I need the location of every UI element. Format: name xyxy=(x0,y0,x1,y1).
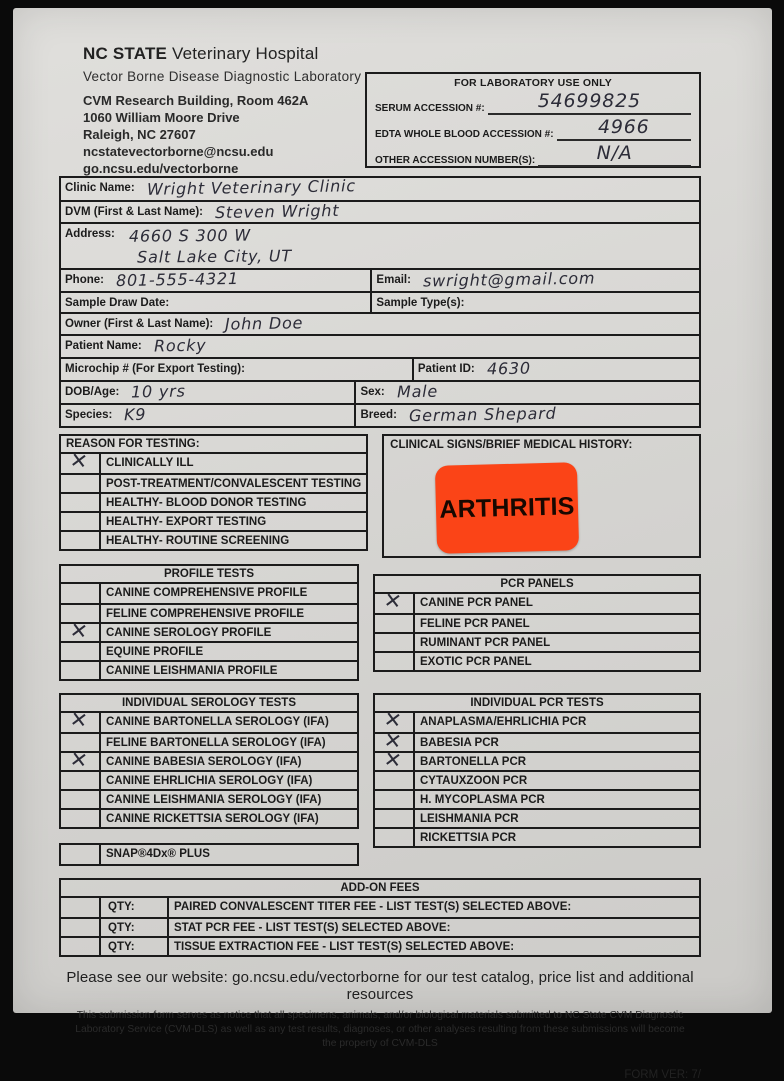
handwritten-x-mark: ✕ xyxy=(68,706,90,734)
website-note: Please see our website: go.ncsu.edu/vectorborne for our test catalog, price list and additional resources xyxy=(66,969,694,1003)
qty-label: QTY: xyxy=(101,898,169,917)
address-row xyxy=(61,222,699,268)
handwritten-x-mark: ✕ xyxy=(68,447,90,475)
pcr-panels-table xyxy=(373,574,701,672)
test-option-row xyxy=(375,789,699,808)
test-option-label: CLINICALLY ILL xyxy=(106,457,194,469)
laboratory-name: Vector Borne Disease Diagnostic Laboratory xyxy=(83,69,362,84)
test-option-label: HEALTHY- ROUTINE SCREENING xyxy=(106,535,290,547)
test-option-row xyxy=(61,789,357,808)
checkbox[interactable] xyxy=(61,447,101,475)
dvm-field[interactable] xyxy=(61,202,699,222)
handwritten-x-mark: ✕ xyxy=(382,706,404,734)
test-option-label: POST-TREATMENT/CONVALESCENT TESTING xyxy=(106,478,362,490)
species-breed-row xyxy=(61,403,699,426)
hospital-title-rest: Veterinary Hospital xyxy=(167,44,319,63)
sample-row xyxy=(61,291,699,312)
test-option-label: ANAPLASMA/EHRLICHIA PCR xyxy=(420,716,587,728)
owner-value: John Doe xyxy=(225,313,304,334)
checkbox[interactable] xyxy=(375,653,415,670)
test-option-row xyxy=(375,827,699,846)
snap-4dx-option xyxy=(61,845,357,864)
pcr-panels-options xyxy=(375,587,699,670)
address-field[interactable] xyxy=(61,224,699,268)
addon-fee-label: STAT PCR FEE - LIST TEST(S) SELECTED ABOVE: xyxy=(174,922,451,934)
microchip-patientid-row xyxy=(61,357,699,380)
test-option-row xyxy=(61,641,357,660)
lab-use-field-label: SERUM ACCESSION #: xyxy=(375,103,485,114)
dvm-row xyxy=(61,200,699,222)
section-row-a xyxy=(59,434,701,558)
test-option-label: FELINE COMPREHENSIVE PROFILE xyxy=(106,608,305,620)
addon-fee-label: PAIRED CONVALESCENT TITER FEE - LIST TEST(S) SELECTED ABOVE: xyxy=(174,901,572,913)
qty-label: QTY: xyxy=(101,919,169,936)
dvm-value: Steven Wright xyxy=(214,200,340,223)
test-option-label: EQUINE PROFILE xyxy=(106,646,204,658)
test-option-row xyxy=(61,706,357,734)
form-version: FORM VER: 7/ xyxy=(624,1068,701,1081)
checkbox[interactable] xyxy=(61,513,101,530)
checkbox[interactable] xyxy=(61,810,101,827)
lab-use-only-fields xyxy=(375,90,691,167)
addon-fee-row xyxy=(61,917,699,936)
checkbox[interactable] xyxy=(61,706,101,734)
lab-use-field-label: EDTA WHOLE BLOOD ACCESSION #: xyxy=(375,129,554,140)
email-field[interactable] xyxy=(370,270,699,291)
test-option-label: CANINE COMPREHENSIVE PROFILE xyxy=(106,587,308,599)
checkbox[interactable] xyxy=(375,746,415,774)
checkbox[interactable] xyxy=(61,791,101,808)
sex-value: Male xyxy=(396,381,439,402)
handwritten-x-mark: ✕ xyxy=(382,727,404,755)
dob-value: 10 yrs xyxy=(131,381,187,402)
test-option-label: CYTAUXZOON PCR xyxy=(420,775,528,787)
address-line: ncstatevectorborne@ncsu.edu xyxy=(83,143,274,159)
lab-use-field xyxy=(375,142,691,167)
clinic-name-field[interactable] xyxy=(61,178,699,200)
phone-value: 801-555-4321 xyxy=(115,268,240,291)
checkbox[interactable] xyxy=(61,746,101,774)
lab-use-field-label: OTHER ACCESSION NUMBER(S): xyxy=(375,155,536,166)
test-option-label: CANINE EHRLICHIA SEROLOGY (IFA) xyxy=(106,775,313,787)
test-option-label: CANINE RICKETTSIA SEROLOGY (IFA) xyxy=(106,813,319,825)
breed-value: German Shepard xyxy=(408,403,557,426)
profile-tests-options xyxy=(61,584,357,679)
species-label: Species: xyxy=(65,409,113,421)
qty-label: QTY: xyxy=(101,938,169,955)
addon-fee-row xyxy=(61,936,699,955)
species-value: K9 xyxy=(124,404,147,425)
test-option-label: BABESIA PCR xyxy=(420,737,499,749)
test-option-label: RICKETTSIA PCR xyxy=(420,832,517,844)
handwritten-x-mark: ✕ xyxy=(382,587,404,615)
address-value xyxy=(129,224,292,267)
address-line: go.ncsu.edu/vectorborne xyxy=(83,160,239,176)
clinic-name-row xyxy=(61,178,699,200)
breed-label: Breed: xyxy=(360,409,397,421)
checkbox[interactable] xyxy=(375,615,415,632)
profile-tests-title: PROFILE TESTS xyxy=(61,566,357,584)
form-content xyxy=(59,36,701,1081)
checkbox[interactable] xyxy=(375,829,415,846)
handwritten-x-mark: ✕ xyxy=(382,746,404,774)
form-header xyxy=(59,36,701,176)
species-field[interactable] xyxy=(61,405,354,426)
address-line: Raleigh, NC 27607 xyxy=(83,126,196,142)
patient-name-value: Rocky xyxy=(153,335,207,356)
test-option-row xyxy=(61,447,366,475)
test-option-row xyxy=(61,845,357,864)
individual-pcr-table xyxy=(373,693,701,848)
handwritten-x-mark: ✕ xyxy=(68,617,90,645)
test-option-row xyxy=(61,511,366,530)
microchip-label: Microchip # (For Export Testing): xyxy=(65,363,245,375)
lab-use-field-value[interactable]: N/A xyxy=(538,143,691,167)
test-option-label: H. MYCOPLASMA PCR xyxy=(420,794,545,806)
reason-for-testing-options xyxy=(61,447,366,549)
lab-use-field xyxy=(375,90,691,115)
test-option-label: CANINE SEROLOGY PROFILE xyxy=(106,627,272,639)
patient-name-label: Patient Name: xyxy=(65,340,142,352)
section-row-c xyxy=(59,693,701,866)
individual-serology-title: INDIVIDUAL SEROLOGY TESTS xyxy=(61,695,357,713)
checkbox[interactable] xyxy=(61,845,101,864)
sample-types-field[interactable] xyxy=(370,293,699,312)
handwritten-x-mark: ✕ xyxy=(68,746,90,774)
test-option-label: EXOTIC PCR PANEL xyxy=(420,656,532,668)
lab-use-field xyxy=(375,116,691,141)
test-option-label: HEALTHY- EXPORT TESTING xyxy=(106,516,267,528)
checkbox[interactable] xyxy=(375,587,415,615)
address-value-line2: Salt Lake City, UT xyxy=(136,246,292,267)
test-option-label: LEISHMANIA PCR xyxy=(420,813,519,825)
lab-use-field-value[interactable]: 4966 xyxy=(557,117,691,141)
reason-for-testing-title: REASON FOR TESTING: xyxy=(61,436,366,454)
test-option-row xyxy=(61,492,366,511)
checkbox[interactable] xyxy=(375,634,415,651)
dvm-label: DVM (First & Last Name): xyxy=(65,206,204,218)
reason-for-testing-table xyxy=(59,434,368,551)
add-on-fees-rows xyxy=(61,898,699,955)
clinical-signs-box[interactable] xyxy=(382,434,701,558)
checkbox[interactable] xyxy=(375,772,415,789)
clinical-signs-title: CLINICAL SIGNS/BRIEF MEDICAL HISTORY: xyxy=(390,439,633,451)
disclaimer-text: This submission form serves as notice that all specimens, animals, and/or biological materials submitted to NC State CVM Diagnostic Laboratory Service (CVM-DLS) as well as any test results, diagnoses, or other analyses resulting from these submissions will become the property of CVM-DLS xyxy=(75,1010,685,1049)
patient-name-field[interactable] xyxy=(61,336,699,357)
test-option-label: HEALTHY- BLOOD DONOR TESTING xyxy=(106,497,307,509)
test-option-row xyxy=(375,613,699,632)
test-option-label: CANINE LEISHMANIA PROFILE xyxy=(106,665,278,677)
checkbox[interactable] xyxy=(61,532,101,549)
microchip-field[interactable] xyxy=(61,359,412,380)
address-label: Address: xyxy=(65,228,115,240)
checkbox[interactable] xyxy=(61,772,101,789)
clinic-patient-info-table xyxy=(59,176,701,428)
dob-sex-row xyxy=(61,380,699,403)
sample-draw-date-field[interactable] xyxy=(61,293,370,312)
patient-id-value: 4630 xyxy=(486,358,531,379)
sample-types-label: Sample Type(s): xyxy=(376,297,465,309)
checkbox[interactable] xyxy=(61,475,101,492)
lab-use-only-title: FOR LABORATORY USE ONLY xyxy=(454,77,612,89)
individual-pcr-title: INDIVIDUAL PCR TESTS xyxy=(375,695,699,713)
test-option-row xyxy=(61,770,357,789)
dob-label: DOB/Age: xyxy=(65,386,120,398)
test-option-label: SNAP®4Dx® PLUS xyxy=(106,848,210,860)
hospital-title xyxy=(83,44,701,64)
test-option-row xyxy=(61,530,366,549)
phone-label: Phone: xyxy=(65,274,104,286)
section-row-b xyxy=(59,564,701,681)
owner-row xyxy=(61,312,699,334)
hospital-title-brand: NC STATE xyxy=(83,44,168,63)
addon-fee-row xyxy=(61,898,699,917)
test-option-label: CANINE BARTONELLA SEROLOGY (IFA) xyxy=(106,716,329,728)
patient-id-label: Patient ID: xyxy=(417,363,475,375)
lab-use-only-box xyxy=(365,72,701,168)
test-option-row xyxy=(61,746,357,774)
phone-email-row xyxy=(61,268,699,291)
checkbox[interactable] xyxy=(61,938,101,955)
checkbox[interactable] xyxy=(61,643,101,660)
checkbox[interactable] xyxy=(61,617,101,645)
checkbox[interactable] xyxy=(61,898,101,917)
individual-pcr-options xyxy=(375,706,699,846)
patient-id-field[interactable] xyxy=(412,359,699,380)
individual-serology-options xyxy=(61,706,357,827)
checkbox[interactable] xyxy=(61,584,101,603)
checkbox[interactable] xyxy=(375,791,415,808)
pcr-panels-title: PCR PANELS xyxy=(375,576,699,594)
test-option-row xyxy=(375,587,699,615)
email-value: swright@gmail.com xyxy=(422,268,596,291)
clinic-name-label: Clinic Name: xyxy=(65,182,135,194)
individual-serology-table xyxy=(59,693,359,829)
sex-field[interactable] xyxy=(354,382,699,403)
test-option-label: CANINE BABESIA SEROLOGY (IFA) xyxy=(106,756,302,768)
clinic-name-value: Wright Veterinary Clinic xyxy=(146,176,356,199)
phone-field[interactable] xyxy=(61,270,370,291)
form-paper xyxy=(13,8,772,1081)
test-option-row xyxy=(375,727,699,755)
sex-label: Sex: xyxy=(360,386,385,398)
profile-tests-table xyxy=(59,564,359,681)
address-line: 1060 William Moore Drive xyxy=(83,109,240,125)
test-option-label: CANINE LEISHMANIA SEROLOGY (IFA) xyxy=(106,794,322,806)
owner-field[interactable] xyxy=(61,314,699,334)
test-option-label: FELINE BARTONELLA SEROLOGY (IFA) xyxy=(106,737,326,749)
test-option-row xyxy=(61,473,366,492)
address-line: CVM Research Building, Room 462A xyxy=(83,93,309,108)
test-option-row xyxy=(375,632,699,651)
breed-field[interactable] xyxy=(354,405,699,426)
test-option-row xyxy=(375,808,699,827)
test-option-row xyxy=(375,746,699,774)
test-option-row xyxy=(61,808,357,827)
email-label: Email: xyxy=(376,274,411,286)
snap-4dx-table xyxy=(59,843,359,866)
add-on-fees-title: ADD-ON FEES xyxy=(61,880,699,898)
test-option-row xyxy=(61,617,357,645)
test-option-row xyxy=(61,603,357,622)
address-value-line1: 4660 S 300 W xyxy=(128,225,251,246)
dob-field[interactable] xyxy=(61,382,354,403)
sample-draw-date-label: Sample Draw Date: xyxy=(65,297,170,309)
add-on-fees-table xyxy=(59,878,701,957)
test-option-row xyxy=(375,706,699,734)
checkbox[interactable] xyxy=(61,494,101,511)
test-option-row xyxy=(61,660,357,679)
checkbox[interactable] xyxy=(375,810,415,827)
test-option-row xyxy=(61,732,357,751)
patient-name-row xyxy=(61,334,699,357)
checkbox[interactable] xyxy=(61,662,101,679)
checkbox[interactable] xyxy=(61,919,101,936)
owner-label: Owner (First & Last Name): xyxy=(65,318,214,330)
test-option-label: BARTONELLA PCR xyxy=(420,756,527,768)
test-option-row xyxy=(375,770,699,789)
test-option-label: RUMINANT PCR PANEL xyxy=(420,637,551,649)
arthritis-sticker: ARTHRITIS xyxy=(435,462,579,554)
lab-use-field-value[interactable]: 54699825 xyxy=(488,91,691,115)
addon-fee-label: TISSUE EXTRACTION FEE - LIST TEST(S) SELECTED ABOVE: xyxy=(174,941,515,953)
test-option-row xyxy=(61,584,357,603)
test-option-row xyxy=(375,651,699,670)
test-option-label: CANINE PCR PANEL xyxy=(420,597,533,609)
test-option-label: FELINE PCR PANEL xyxy=(420,618,530,630)
